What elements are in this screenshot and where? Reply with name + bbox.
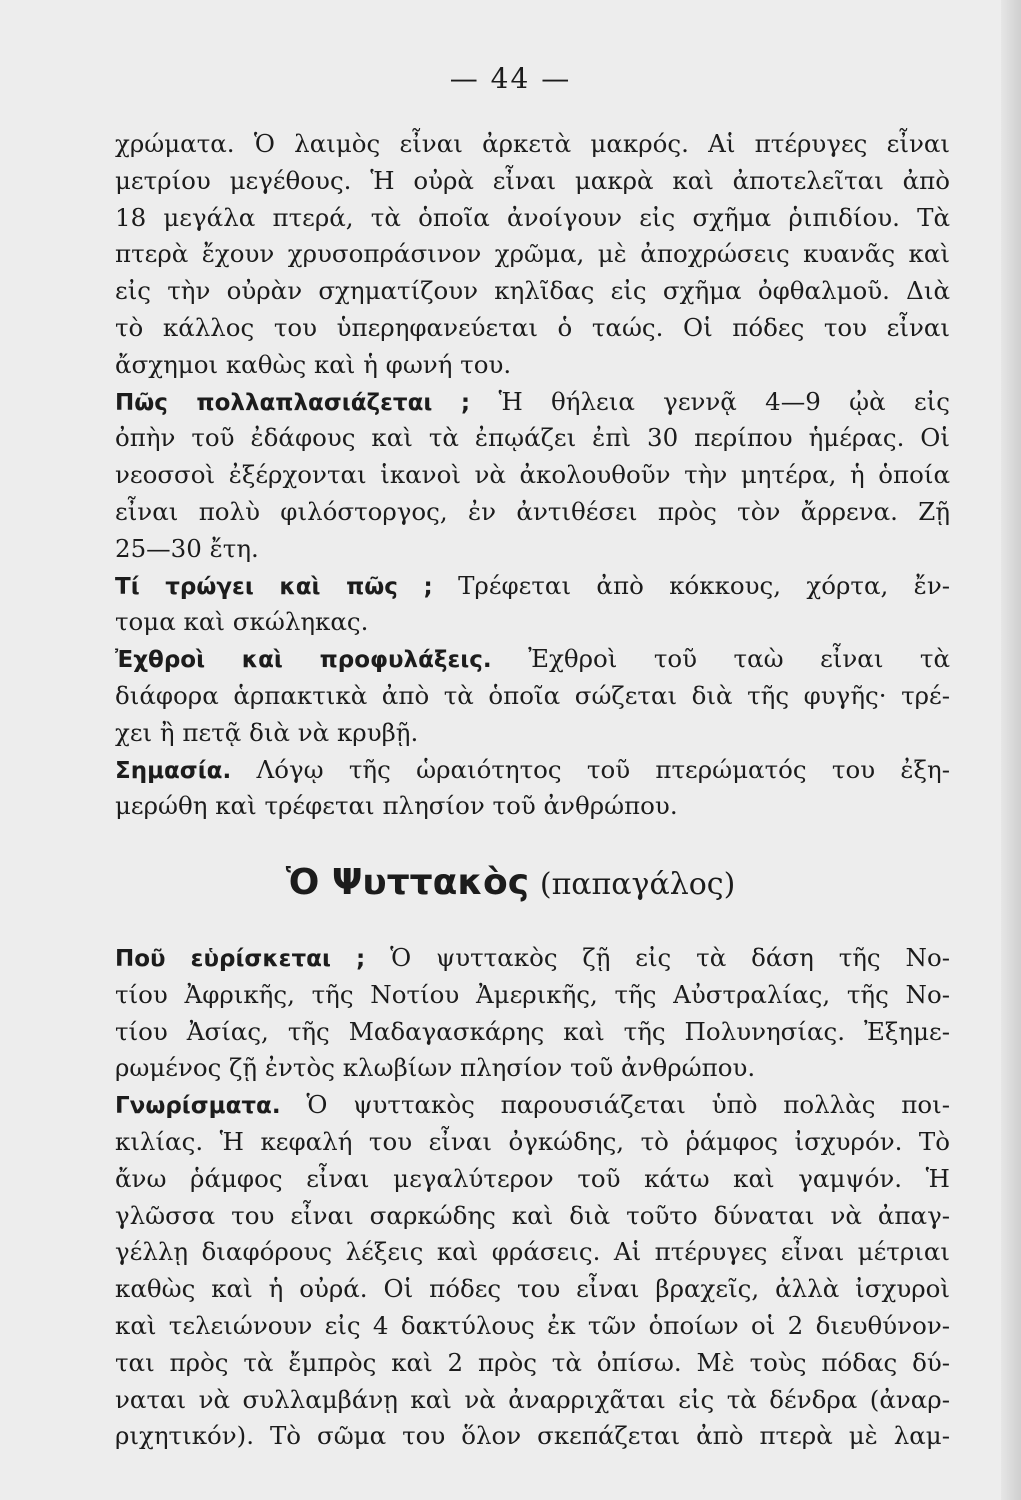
page-edge-shadow (1001, 0, 1021, 1500)
text-span: Λόγῳ τῆς ὡραιότητος τοῦ πτερώματός του ἐξη- (256, 754, 950, 784)
paragraph-line (115, 568, 950, 605)
text-span: Ὁ ψυττακὸς ζῇ εἰς τὰ δάση τῆς Νο- (390, 943, 950, 972)
text-line: κιλίας. Ἡ κεφαλή του εἶναι ὀγκώδης, τὸ ῥάμφος ἰσχυρόν. Τὸ (115, 1126, 950, 1156)
text-line: ἄνω ῥάμφος εἶναι μεγαλύτερον τοῦ κάτω καὶ γαμψόν. Ἡ (115, 1163, 950, 1193)
section-title-main: Ὁ Ψυττακὸς (285, 862, 530, 903)
text-span: Ἡ θήλεια γεννᾷ 4—9 ᾠὰ εἰς (498, 386, 950, 416)
subheading-habitat: Ποῦ εὑρίσκεται ; (115, 946, 366, 972)
text-line: διάφορα ἁρπακτικὰ ἀπὸ τὰ ὁποῖα σώζεται διὰ τῆς φυγῆς· τρέ- (115, 680, 950, 710)
text-line: χει ἢ πετᾷ διὰ νὰ κρυβῇ. (115, 717, 419, 747)
text-line: 18 μεγάλα πτερά, τὰ ὁποῖα ἀνοίγουν εἰς σχῆμα ῥιπιδίου. Τὰ (115, 202, 950, 232)
text-line: ἄσχημοι καθὼς καὶ ἡ φωνή του. (115, 349, 512, 379)
subheading-features: Γνωρίσματα. (115, 1093, 281, 1120)
subheading-importance: Σημασία. (115, 757, 232, 784)
parrot-text-block (115, 940, 950, 1455)
text-line: ριχητικόν). Τὸ σῶμα του ὅλον σκεπάζεται ἀπὸ πτερὰ μὲ λαμ- (115, 1421, 950, 1451)
page-number: — 44 — (449, 62, 572, 95)
text-line: νεοσσοὶ ἐξέρχονται ἱκανοὶ νὰ ἀκολουθοῦν τὴν μητέρα, ἡ ὁποία (115, 460, 950, 490)
text-span: Τρέφεται ἀπὸ κόκκους, χόρτα, ἔν- (458, 570, 950, 600)
paragraph-line (115, 752, 950, 789)
text-line: καὶ τελειώνουν εἰς 4 δακτύλους ἐκ τῶν ὁποίων οἱ 2 διευθύνον- (115, 1310, 950, 1340)
text-line: πτερὰ ἔχουν χρυσοπράσινον χρῶμα, μὲ ἀποχρώσεις κυανᾶς καὶ (115, 239, 950, 269)
paragraph-line (115, 940, 950, 977)
text-line: χρώματα. Ὁ λαιμὸς εἶναι ἀρκετὰ μακρός. Αἱ πτέρυγες εἶναι (115, 129, 950, 158)
text-line: γλῶσσα του εἶναι σαρκώδης καὶ διὰ τοῦτο δύναται νὰ ἀπαγ- (115, 1200, 950, 1230)
text-line: 25—30 ἔτη. (115, 533, 259, 563)
paragraph-line (115, 1087, 950, 1124)
peacock-text-block (115, 126, 950, 825)
text-line: εἶναι πολὺ φιλόστοργος, ἐν ἀντιθέσει πρὸς τὸν ἄρρενα. Ζῇ (115, 496, 950, 526)
subheading-enemies: Ἐχθροὶ καὶ προφυλάξεις. (115, 647, 492, 674)
text-line: μερώθη καὶ τρέφεται πλησίον τοῦ ἀνθρώπου. (115, 791, 678, 821)
text-line: τομα καὶ σκώληκας. (115, 607, 369, 637)
text-line: γέλλῃ διαφόρους λέξεις καὶ φράσεις. Αἱ πτέρυγες εἶναι μέτριαι (115, 1237, 950, 1267)
text-line: τίου Ἀφρικῆς, τῆς Νοτίου Ἀμερικῆς, τῆς Αὐστραλίας, τῆς Νο- (115, 979, 950, 1009)
text-line: καθὼς καὶ ἡ οὐρά. Οἱ πόδες του εἶναι βραχεῖς, ἀλλὰ ἰσχυροὶ (115, 1274, 950, 1304)
section-title-subtitle: (παπαγάλος) (539, 867, 736, 902)
text-line: τίου Ἀσίας, τῆς Μαδαγασκάρης καὶ τῆς Πολυνησίας. Ἐξημε- (115, 1016, 950, 1046)
subheading-feeding: Τί τρώγει καὶ πῶς ; (115, 573, 433, 600)
text-line: ρωμένος ζῇ ἐντὸς κλωβίων πλησίον τοῦ ἀνθρώπου. (115, 1053, 756, 1083)
paragraph-line (115, 384, 950, 421)
text-line: τὸ κάλλος του ὑπερηφανεύεται ὁ ταώς. Οἱ πόδες του εἶναι (115, 312, 950, 342)
text-span: Ὁ ψυττακὸς παρουσιάζεται ὑπὸ πολλὰς ποι- (306, 1090, 950, 1120)
text-line: εἰς τὴν οὐρὰν σχηματίζουν κηλῖδας εἰς σχῆμα ὀφθαλμοῦ. Διὰ (115, 276, 950, 306)
section-title (0, 862, 1021, 903)
text-line: ναται νὰ συλλαμβάνῃ καὶ νὰ ἀναρριχᾶται εἰς τὰ δένδρα (ἀναρ- (115, 1384, 950, 1414)
text-span: Ἐχθροὶ τοῦ ταὼ εἶναι τὰ (528, 644, 951, 674)
text-line: μετρίου μεγέθους. Ἡ οὐρὰ εἶναι μακρὰ καὶ ἀποτελεῖται ἀπὸ (115, 165, 950, 195)
text-line: ὀπὴν τοῦ ἐδάφους καὶ τὰ ἐπῳάζει ἐπὶ 30 περίπου ἡμέρας. Οἱ (115, 423, 950, 453)
text-line: ται πρὸς τὰ ἔμπρὸς καὶ 2 πρὸς τὰ ὀπίσω. Μὲ τοὺς πόδας δύ- (115, 1347, 950, 1377)
subheading-reproduction: Πῶς πολλαπλασιάζεται ; (115, 389, 471, 416)
paragraph-line (115, 641, 950, 678)
